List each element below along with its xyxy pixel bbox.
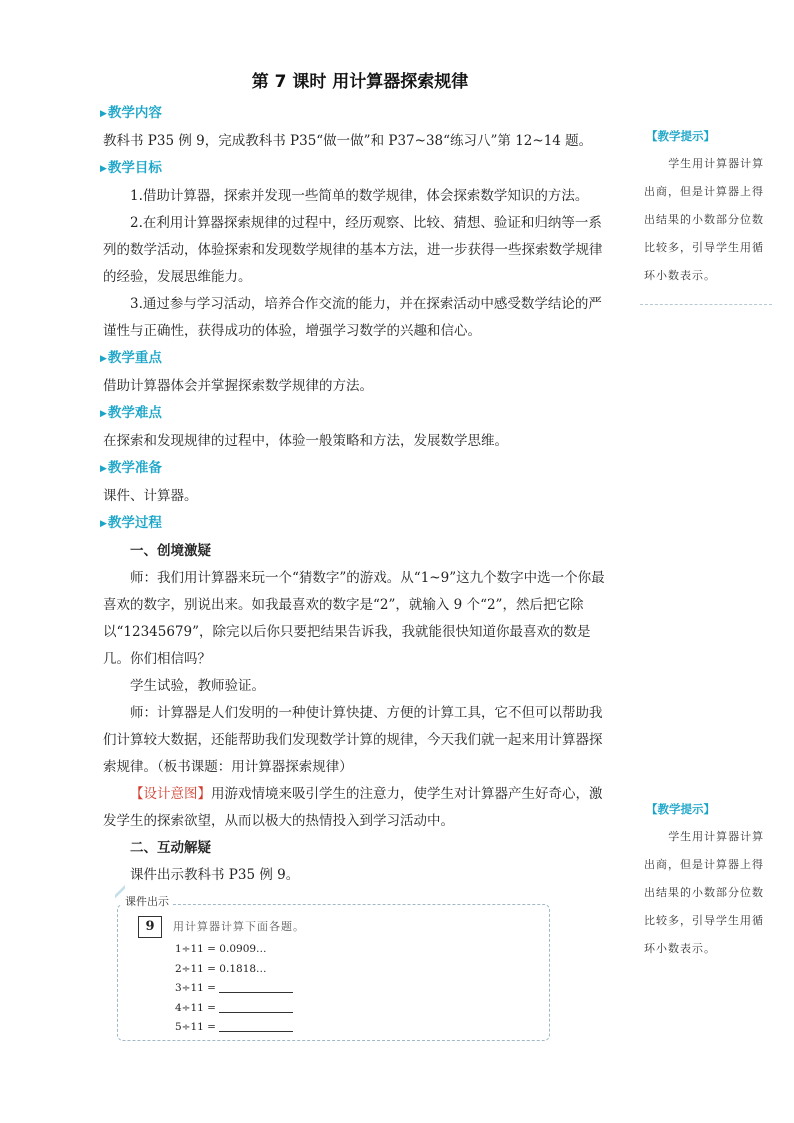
part2-title: 二、互动解疑	[130, 840, 211, 856]
example-line: 5÷11 =	[175, 1018, 293, 1038]
sidebar-note-title: 【教学提示】	[646, 129, 715, 143]
sidebar-note-title: 【教学提示】	[646, 802, 715, 816]
part1-title: 一、创境激疑	[130, 543, 211, 559]
design-intent-label: 【设计意图】	[130, 786, 211, 802]
answer-blank	[219, 981, 293, 993]
answer-blank	[219, 1020, 293, 1032]
prep-text: 课件、计算器。	[103, 488, 198, 504]
example-prompt: 用计算器计算下面各题。	[173, 920, 305, 933]
example-number: 9	[138, 916, 162, 938]
sidebar-note	[640, 122, 772, 305]
section-heading-goals: ▶教学目标	[100, 160, 162, 176]
triangle-marker-icon: ▶	[100, 519, 107, 529]
goal-item: 3.通过参与学习活动，培养合作交流的能力，并在探索活动中感受数学结论的严谨性与正确性，获得成功的体验，增强学习数学的兴趣和信心。	[103, 296, 602, 339]
lesson-body	[100, 100, 608, 889]
section-heading-prep: ▶教学准备	[100, 460, 162, 476]
section-heading-key: ▶教学重点	[100, 350, 162, 366]
goal-item: 2.在利用计算器探索规律的过程中，经历观察、比较、猜想、验证和归纳等一系列的数学活动，体验探索和发现数学规律的基本方法，进一步获得一些探索数学规律的经验，发展思维能力。	[103, 215, 603, 285]
answer-blank	[219, 1001, 293, 1013]
part1-paragraph: 师：计算器是人们发明的一种使计算快捷、方便的计算工具，它不但可以帮助我们计算较大数据，还能帮助我们发现数学计算的规律，今天我们就一起来用计算器探索规律。（板书课题：用计算器探索规律）	[103, 705, 603, 775]
page-title: 第 7 课时 用计算器探索规律	[251, 72, 469, 92]
sidebar-note-text: 学生用计算器计算出商，但是计算器上得出结果的小数部分位数比较多，引导学生用循环小数表示。	[644, 830, 765, 955]
section-heading-difficulty: ▶教学难点	[100, 405, 162, 421]
sidebar-note-text: 学生用计算器计算出商，但是计算器上得出结果的小数部分位数比较多，引导学生用循环小数表示。	[644, 157, 765, 282]
triangle-marker-icon: ▶	[100, 464, 107, 474]
example-line: 4÷11 =	[175, 999, 293, 1019]
part1-paragraph: 学生试验，教师验证。	[130, 678, 265, 694]
courseware-label: 课件出示	[121, 893, 173, 909]
key-text: 借助计算器体会并掌握探索数学规律的方法。	[103, 378, 373, 394]
part2-paragraph: 课件出示教科书 P35 例 9。	[130, 867, 300, 883]
example-line: 3÷11 =	[175, 979, 293, 999]
example-line: 1÷11 = 0.0909…	[175, 943, 267, 955]
triangle-marker-icon: ▶	[100, 164, 107, 174]
triangle-marker-icon: ▶	[100, 354, 107, 364]
part1-paragraph: 师：我们用计算器来玩一个“猜数字”的游戏。从“1~9”这九个数字中选一个你最喜欢的数字，别说出来。如我最喜欢的数字是“2”，就输入 9 个“2”，然后把它除以“12345679”，除完以后你只要把结果告诉我，我就能很快知道你最喜欢的数是几。你们相信吗？	[103, 570, 605, 667]
section-heading-process: ▶教学过程	[100, 515, 162, 531]
example-line: 2÷11 = 0.1818…	[175, 962, 267, 975]
content-text: 教科书 P35 例 9，完成教科书 P35“做一做”和 P37~38“练习八”第 12~14 题。	[103, 133, 593, 149]
sidebar-note	[640, 795, 772, 963]
triangle-marker-icon: ▶	[100, 409, 107, 419]
triangle-marker-icon: ▶	[100, 109, 107, 119]
section-heading-content: ▶教学内容	[100, 105, 162, 121]
design-intent-text: 用游戏情境来吸引学生的注意力，使学生对计算器产生好奇心，激发学生的探索欲望，从而以极大的热情投入到学习活动中。	[103, 786, 603, 829]
design-intent	[103, 781, 608, 835]
difficulty-text: 在探索和发现规律的过程中，体验一般策略和方法，发展数学思维。	[103, 433, 508, 449]
example-lines	[175, 940, 293, 1038]
goal-item: 1.借助计算器，探索并发现一些简单的数学规律，体会探索数学知识的方法。	[130, 188, 589, 204]
